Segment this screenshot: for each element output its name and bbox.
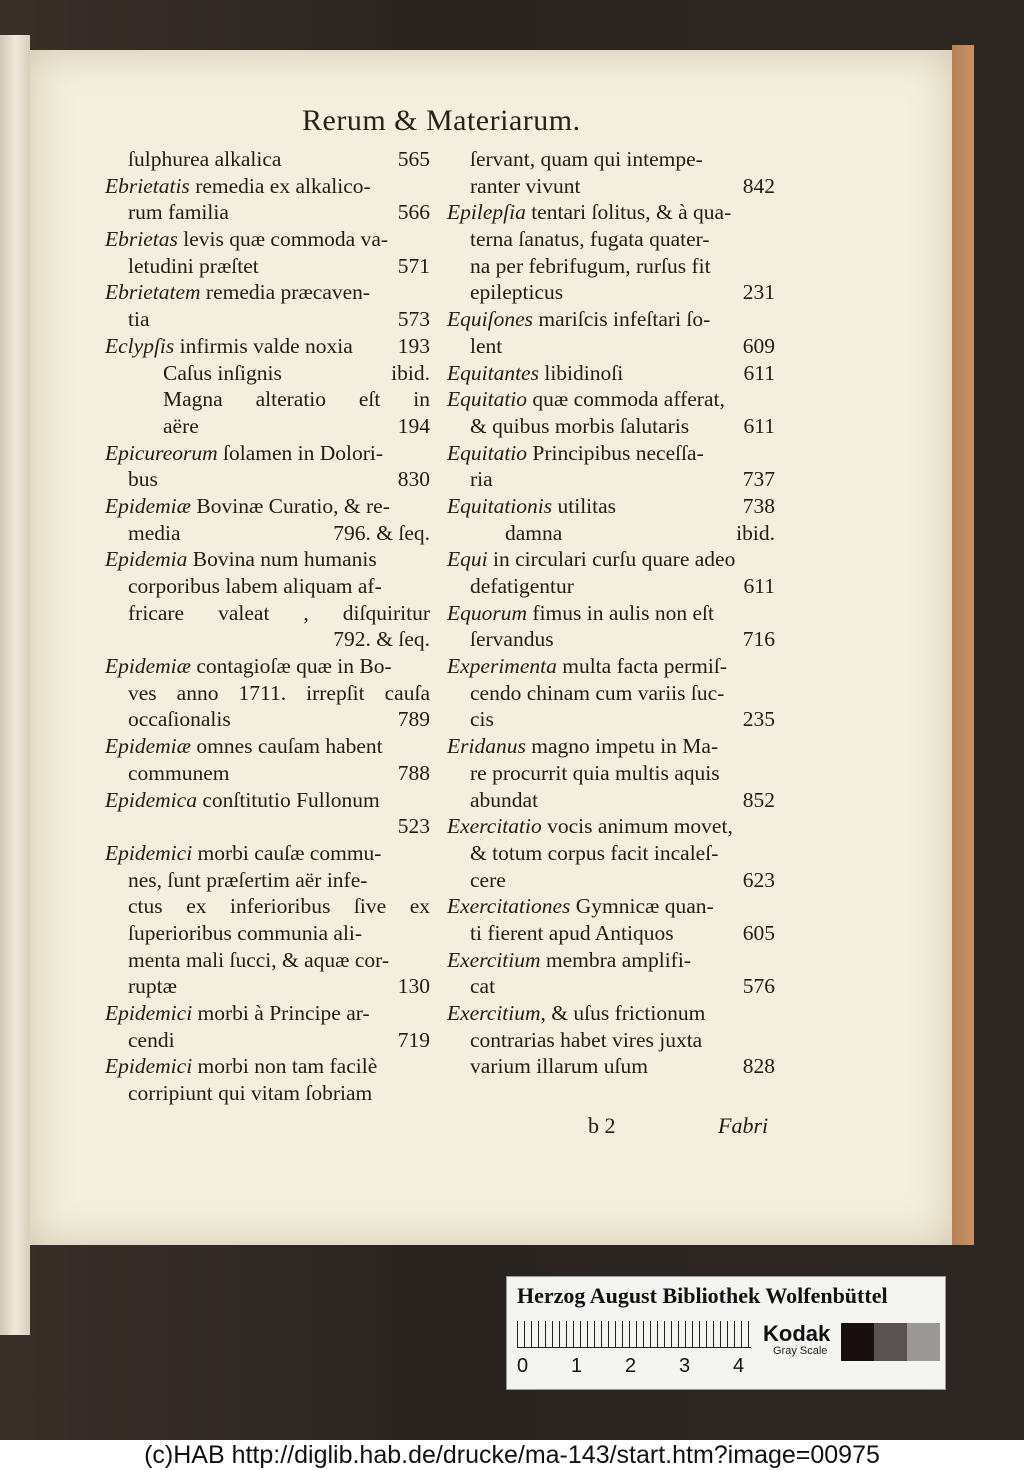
index-entry: [447, 813, 775, 893]
index-line: [447, 199, 775, 226]
index-text: damna: [505, 520, 563, 545]
scale-ruler: [517, 1321, 751, 1348]
ruler-number: 1: [571, 1355, 583, 1377]
index-line: [447, 279, 775, 306]
page-reference: 611: [743, 574, 775, 598]
index-line: [447, 253, 775, 280]
page-reference: 611: [743, 360, 775, 385]
index-text: tia: [128, 307, 150, 332]
index-text: corporibus labem aliquam af-: [128, 574, 382, 598]
index-line: [447, 653, 775, 680]
index-entry: [105, 1000, 430, 1053]
page-reference: 842: [742, 173, 775, 198]
index-text: Caſus inſignis: [163, 360, 282, 385]
index-entry: [447, 360, 775, 387]
index-text: communem: [128, 760, 230, 785]
index-text: na per febrifugum, rurſus fit: [470, 253, 711, 278]
page-reference: 716: [742, 627, 775, 652]
index-headword: Exercitatio: [447, 814, 542, 839]
index-text: mariſcis infeſtari ſo-: [533, 307, 711, 332]
index-text: abundat: [470, 787, 539, 812]
index-line: [105, 546, 430, 573]
ruler-number: 0: [517, 1355, 529, 1377]
index-text: terna ſanatus, fugata quater-: [470, 227, 710, 252]
page-reference: 523: [397, 814, 430, 839]
index-line: [105, 466, 430, 493]
ruler-number: 4: [733, 1355, 745, 1377]
page-reference: 231: [742, 280, 775, 305]
running-title: Rerum & Materiarum.: [302, 104, 581, 137]
page-reference: 605: [742, 920, 775, 945]
index-line: [447, 360, 775, 387]
index-text: ves anno 1711. irrepſit cauſa: [128, 680, 430, 705]
index-entry: [105, 493, 430, 546]
index-text: media: [128, 520, 181, 545]
index-entry: [447, 386, 775, 439]
page-reference: 235: [742, 707, 775, 732]
right-index-column: [447, 146, 775, 1080]
index-text: ria: [470, 467, 493, 492]
index-line: [105, 226, 430, 253]
page-reference: 566: [397, 200, 430, 225]
index-line: [447, 733, 775, 760]
index-line: [105, 626, 430, 653]
index-text: ranter vivunt: [470, 173, 581, 198]
kodak-logo: Kodak: [763, 1321, 831, 1346]
gray-scale-label: Gray Scale: [773, 1345, 828, 1357]
index-headword: Epidemici: [105, 840, 193, 865]
index-headword: Exercitium: [447, 947, 541, 972]
index-entry: [105, 733, 430, 786]
index-text: Gymnicæ quan-: [570, 894, 714, 919]
index-text: menta mali ſucci, & aquæ cor-: [128, 947, 390, 972]
index-line: [105, 813, 430, 840]
index-line: [105, 146, 430, 173]
index-headword: Eclypſis: [105, 333, 175, 358]
page-reference: 796. & ſeq.: [333, 520, 430, 545]
index-line: [447, 920, 775, 947]
index-line: [105, 680, 430, 707]
index-text: tentari ſolitus, & à qua-: [525, 200, 732, 225]
index-headword: Equi: [447, 547, 488, 572]
index-line: [447, 947, 775, 974]
index-line: [447, 760, 775, 787]
index-text: contagioſæ quæ in Bo-: [191, 654, 392, 679]
index-entry: [447, 1000, 775, 1080]
index-line: [105, 733, 430, 760]
index-line: [105, 333, 430, 360]
index-text: epilepticus: [470, 280, 564, 305]
index-text: cendo chinam cum variis ſuc-: [470, 680, 725, 705]
index-line: [105, 520, 430, 547]
index-text: morbi à Principe ar-: [192, 1001, 370, 1025]
index-text: ruptæ: [128, 974, 177, 999]
page-reference: 565: [397, 147, 430, 171]
page-reference: 194: [397, 413, 430, 438]
index-text: aëre: [163, 413, 199, 438]
index-line: [447, 1000, 775, 1027]
index-headword: Experimenta: [447, 654, 557, 679]
index-entry: [447, 546, 775, 599]
index-headword: Eridanus: [447, 734, 526, 759]
index-line: [447, 466, 775, 493]
index-text: Magna alteratio eſt in: [163, 387, 430, 412]
index-headword: Equitatio: [447, 440, 528, 465]
index-line: [105, 253, 430, 280]
index-text: nes, ſunt præſertim aër infe-: [128, 867, 368, 892]
index-line: [105, 173, 430, 200]
catchword: Fabri: [718, 1113, 769, 1138]
index-entry: [447, 440, 775, 493]
index-line: [105, 386, 430, 413]
previous-page-edge: [0, 35, 30, 1335]
index-headword: Exercitium: [447, 1001, 541, 1025]
ruler-number: 2: [625, 1355, 637, 1377]
page-reference: 788: [397, 760, 430, 785]
index-text: varium illarum uſum: [470, 1054, 648, 1079]
index-headword: Epilepſia: [447, 200, 526, 225]
index-headword: Ebrietatis: [105, 173, 190, 198]
index-line: [105, 1000, 430, 1027]
index-text: re procurrit quia multis aquis: [470, 760, 720, 785]
index-line: [105, 920, 430, 947]
index-line: [105, 600, 430, 627]
index-line: [447, 573, 775, 600]
index-line: [447, 626, 775, 653]
index-line: [447, 173, 775, 200]
page-reference: 852: [742, 787, 775, 812]
index-text: lent: [470, 333, 503, 358]
index-headword: Epidemiæ: [105, 493, 191, 518]
index-text: cis: [470, 707, 494, 732]
page-reference: 611: [743, 413, 775, 438]
ruler-number: 3: [679, 1355, 691, 1377]
index-text: ſuperioribus communia ali-: [128, 920, 363, 945]
source-url: (c)HAB http://diglib.hab.de/drucke/ma-143/start.htm?image=00975: [0, 1440, 1024, 1470]
index-headword: Equitatio: [447, 387, 528, 412]
index-line: [447, 706, 775, 733]
index-text: remedia ex alkalico-: [189, 173, 371, 198]
index-text: magno impetu in Ma-: [525, 734, 719, 759]
index-headword: Equorum: [447, 600, 528, 625]
index-headword: Epidemica: [105, 787, 197, 812]
page-reference: 130: [397, 974, 430, 999]
page-reference: 738: [742, 493, 775, 518]
index-line: [447, 893, 775, 920]
index-text: cendi: [128, 1027, 175, 1052]
page-edge-shadow: [952, 45, 974, 1245]
index-text: cat: [470, 974, 496, 999]
index-text: ſulphurea alkalica: [128, 147, 282, 171]
index-headword: Exercitationes: [447, 894, 571, 919]
index-entry: [105, 333, 430, 360]
index-text: & quibus morbis ſalutaris: [470, 413, 690, 438]
index-text: defatigentur: [470, 574, 574, 598]
index-text: quæ commoda afferat,: [527, 387, 725, 412]
index-headword: Ebrietatem: [105, 280, 201, 305]
gray-swatch: [841, 1323, 874, 1361]
index-entry: [447, 306, 775, 359]
index-line: [105, 787, 430, 814]
index-headword: Ebrietas: [105, 227, 178, 252]
index-headword: Equiſones: [447, 307, 533, 332]
index-headword: Epicureorum: [105, 440, 218, 465]
index-line: [447, 386, 775, 413]
index-entry: [105, 279, 430, 332]
index-text: cere: [470, 867, 506, 892]
gray-swatch: [874, 1323, 907, 1361]
index-line: [105, 493, 430, 520]
page-reference: 737: [742, 467, 775, 492]
index-entry: [447, 653, 775, 733]
index-text: fimus in aulis non eſt: [527, 600, 714, 625]
page-reference: 830: [397, 467, 430, 492]
index-line: [105, 199, 430, 226]
index-headword: Epidemiæ: [105, 734, 191, 759]
index-line: [105, 893, 430, 920]
index-line: [447, 413, 775, 440]
index-entry: [105, 840, 430, 1000]
page-reference: 792. & ſeq.: [333, 627, 430, 652]
index-text: & totum corpus facit incaleſ-: [470, 840, 719, 865]
index-entry: [105, 653, 430, 733]
index-text: rum familia: [128, 200, 229, 225]
index-entry: [105, 360, 430, 387]
index-headword: Epidemiæ: [105, 654, 191, 679]
index-line: [447, 840, 775, 867]
index-line: [105, 867, 430, 894]
gray-swatch: [907, 1323, 940, 1361]
index-text: levis quæ commoda va-: [177, 227, 389, 252]
index-line: [105, 440, 430, 467]
index-text: occaſionalis: [128, 707, 231, 732]
index-entry: [105, 546, 430, 653]
index-entry: [105, 386, 430, 439]
index-headword: Epidemici: [105, 1054, 193, 1079]
index-line: [447, 1027, 775, 1054]
index-text: vocis animum movet,: [541, 814, 733, 839]
index-line: [447, 680, 775, 707]
page-reference: 573: [397, 307, 430, 332]
index-entry: [105, 787, 430, 840]
index-line: [447, 787, 775, 814]
index-entry: [447, 893, 775, 946]
index-text: multa facta permiſ-: [556, 654, 727, 679]
index-text: morbi cauſæ commu-: [192, 840, 382, 865]
page-reference: 789: [397, 707, 430, 732]
index-line: [447, 146, 775, 173]
index-text: Principibus neceſſa-: [527, 440, 704, 465]
index-line: [105, 1080, 430, 1107]
index-headword: Epidemia: [105, 547, 188, 572]
index-line: [447, 600, 775, 627]
index-line: [105, 760, 430, 787]
index-entry: [105, 226, 430, 279]
index-line: [447, 493, 775, 520]
index-headword: Epidemici: [105, 1001, 193, 1025]
index-entry: [447, 733, 775, 813]
library-name: Herzog August Bibliothek Wolfenbüttel: [517, 1283, 888, 1308]
index-entry: [105, 146, 430, 173]
index-entry: [447, 146, 775, 199]
library-color-card: [506, 1276, 946, 1390]
index-line: [447, 867, 775, 894]
page-reference: 571: [397, 253, 430, 278]
index-text: letudini præſtet: [128, 253, 259, 278]
index-entry: [447, 493, 775, 546]
index-line: [447, 440, 775, 467]
index-text: contrarias habet vires juxta: [470, 1027, 703, 1052]
index-line: [447, 520, 775, 547]
left-index-column: [105, 146, 430, 1107]
index-line: [447, 973, 775, 1000]
index-line: [105, 653, 430, 680]
index-entry: [105, 440, 430, 493]
index-line: [105, 413, 430, 440]
index-text: ſervant, quam qui intempe-: [470, 147, 703, 171]
page-reference: 623: [742, 867, 775, 892]
index-line: [105, 573, 430, 600]
index-entry: [105, 173, 430, 226]
index-text: infirmis valde noxia: [174, 333, 353, 358]
index-line: [447, 546, 775, 573]
index-entry: [447, 600, 775, 653]
page-reference: ibid.: [391, 360, 430, 385]
index-line: [447, 1053, 775, 1080]
index-line: [105, 360, 430, 387]
index-text: ſolamen in Dolori-: [217, 440, 384, 465]
page-reference: 609: [742, 333, 775, 358]
index-line: [105, 706, 430, 733]
index-text: ctus ex inferioribus ſive ex: [128, 894, 430, 919]
index-line: [447, 813, 775, 840]
index-entry: [447, 947, 775, 1000]
page-reference: 193: [397, 333, 430, 358]
index-text: corripiunt qui vitam ſobriam: [128, 1081, 373, 1106]
index-text: libidinoſi: [538, 360, 624, 385]
index-line: [105, 840, 430, 867]
index-text: bus: [128, 467, 158, 492]
index-text: Bovina num humanis: [187, 547, 377, 572]
index-line: [447, 333, 775, 360]
index-text: remedia præcaven-: [200, 280, 371, 305]
index-text: omnes cauſam habent: [191, 734, 383, 759]
index-text: fricare valeat , diſquiritur: [128, 600, 430, 625]
index-line: [105, 1053, 430, 1080]
index-text: in circulari curſu quare adeo: [487, 547, 736, 572]
index-text: ſervandus: [470, 627, 554, 652]
index-text: membra amplifi-: [540, 947, 691, 972]
page-reference: 576: [742, 974, 775, 999]
page-reference: 719: [397, 1027, 430, 1052]
page-reference: 828: [742, 1054, 775, 1079]
page-reference: ibid.: [736, 520, 775, 545]
index-entry: [447, 199, 775, 306]
index-line: [105, 1027, 430, 1054]
index-text: ti fierent apud Antiquos: [470, 920, 674, 945]
index-text: Bovinæ Curatio, & re-: [191, 493, 390, 518]
index-line: [105, 973, 430, 1000]
index-text: morbi non tam facilè: [192, 1054, 378, 1079]
index-headword: Equitationis: [447, 493, 553, 518]
index-line: [447, 226, 775, 253]
index-entry: [105, 1053, 430, 1106]
index-text: utilitas: [552, 493, 617, 518]
index-headword: Equitantes: [447, 360, 539, 385]
index-line: [105, 306, 430, 333]
index-line: [105, 947, 430, 974]
signature-mark: b 2: [588, 1113, 616, 1138]
index-line: [105, 279, 430, 306]
index-text: conſtitutio Fullonum: [196, 787, 380, 812]
index-line: [447, 306, 775, 333]
index-text: , & uſus frictionum: [540, 1001, 706, 1025]
